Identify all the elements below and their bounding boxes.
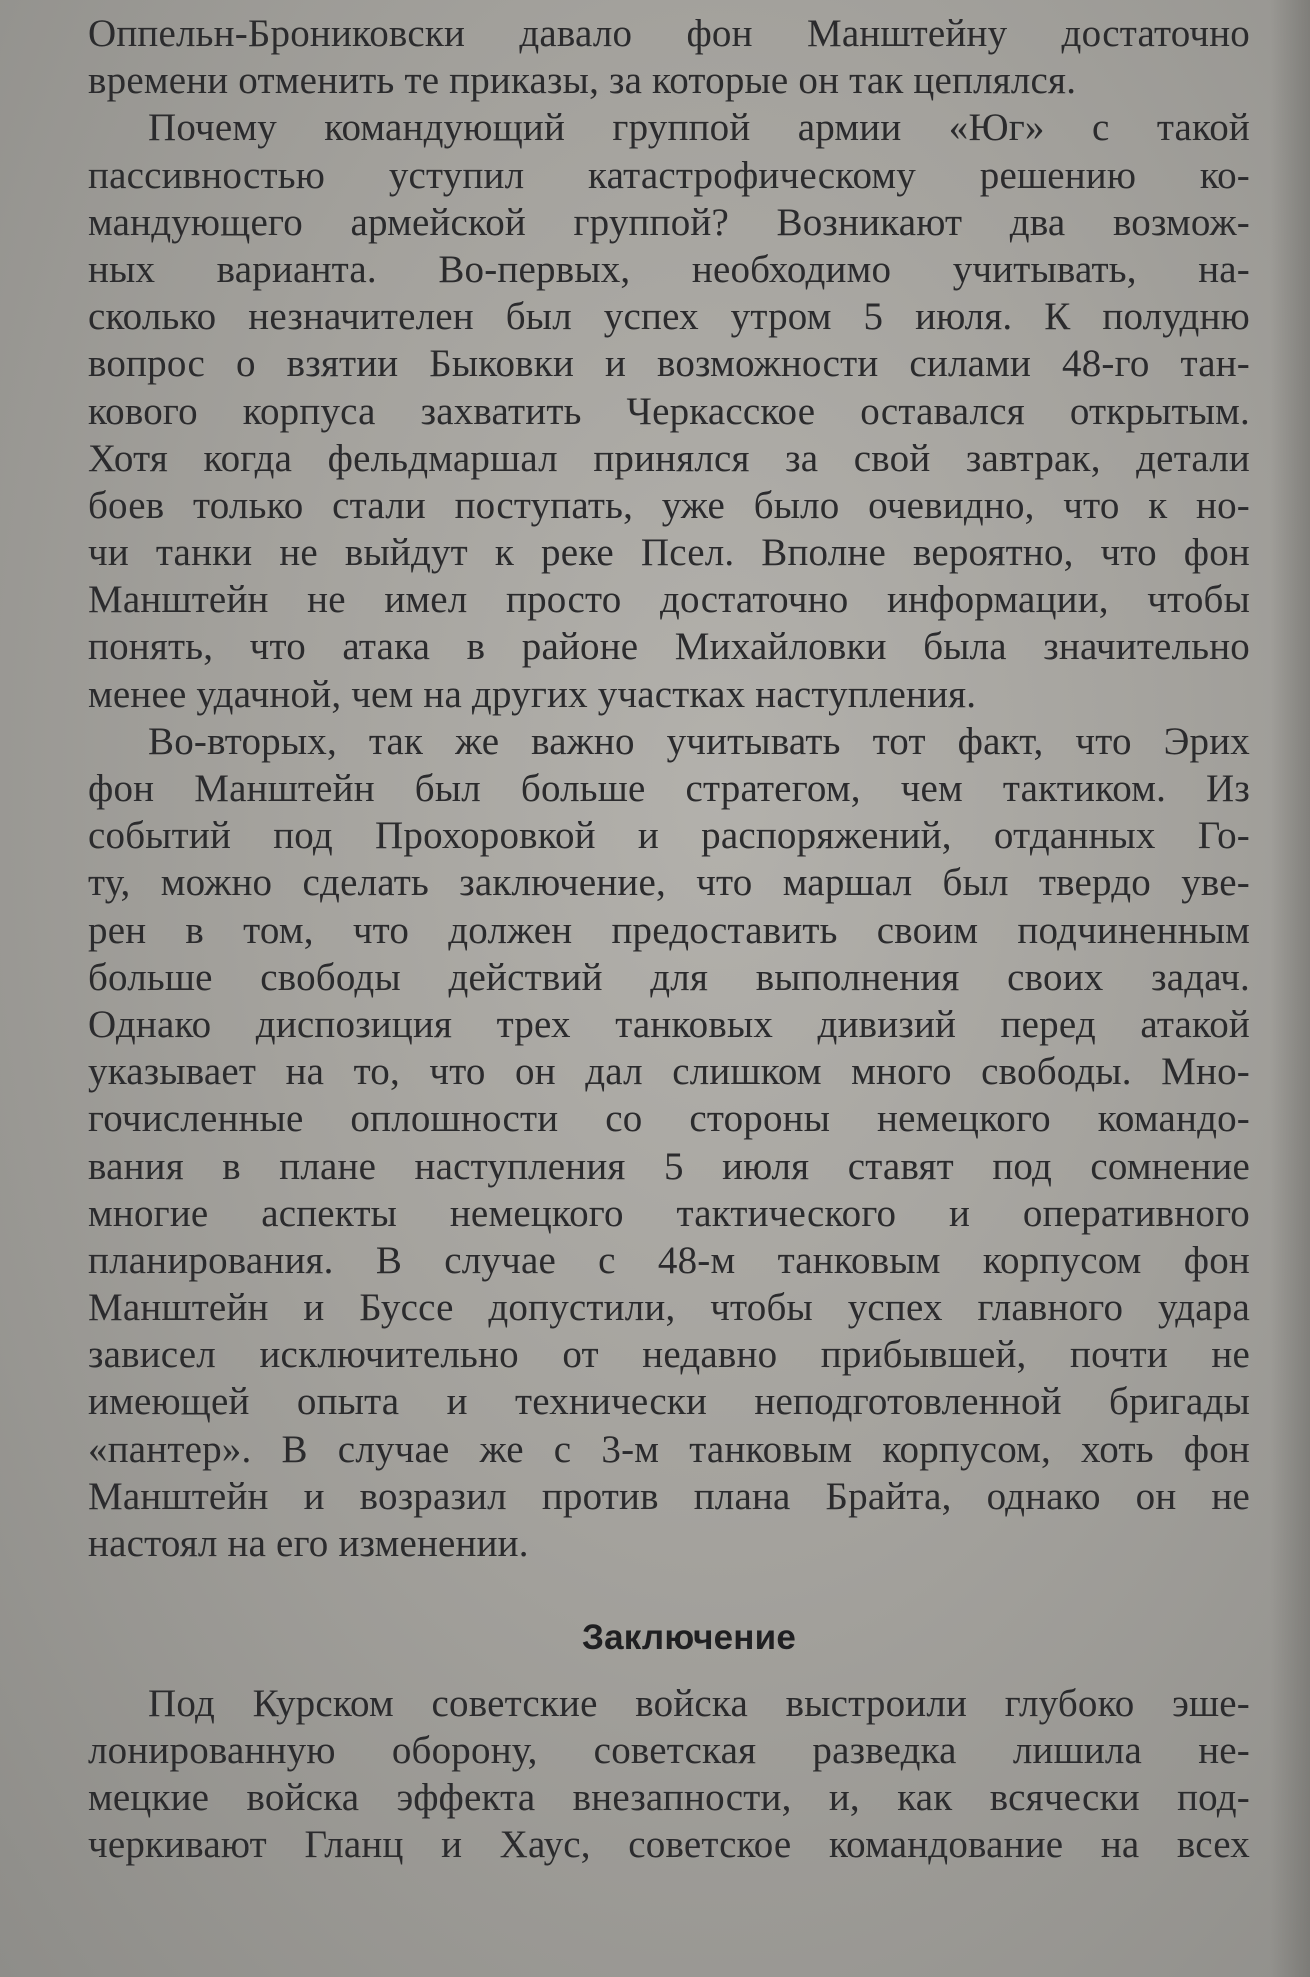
- text-line: Манштейн и Буссе допустили, чтобы успех главного удара: [88, 1286, 1250, 1330]
- page-text: [88, 10, 1250, 1868]
- text-line: боев только стали поступать, уже было очевидно, что к но-: [88, 483, 1250, 527]
- text-line: вания в плане наступления 5 июля ставят под сомнение: [88, 1144, 1250, 1188]
- text-line: настоял на его изменении.: [88, 1522, 529, 1565]
- text-line: чи танки не выйдут к реке Псел. Вполне вероятно, что фон: [88, 531, 1250, 575]
- text-line: Манштейн и возразил против плана Брайта, однако он не: [88, 1474, 1250, 1518]
- text-line: ту, можно сделать заключение, что маршал был твердо уве-: [88, 861, 1250, 905]
- text-line: Почему командующий группой армии «Юг» с такой: [148, 106, 1250, 150]
- text-line: гочисленные оплошности со стороны немецкого командо-: [88, 1097, 1250, 1141]
- text-line: фон Манштейн был больше стратегом, чем тактиком. Из: [88, 767, 1250, 810]
- text-line: Под Курском советские войска выстроили глубоко эше-: [148, 1681, 1250, 1725]
- text-line: Манштейн не имел просто достаточно информации, чтобы: [88, 578, 1250, 622]
- text-line: Оппельн-Брониковски давало фон Манштейну достаточно: [88, 12, 1250, 55]
- text-line: лонированную оборону, советская разведка лишила не-: [88, 1728, 1250, 1772]
- text-line: времени отменить те приказы, за которые он так цеплялся.: [88, 59, 1077, 103]
- text-line: мандующего армейской группой? Возникают два возмож-: [88, 200, 1250, 244]
- text-line: кового корпуса захватить Черкасское оставался открытым.: [88, 389, 1250, 433]
- text-line: «пантер». В случае же с 3-м танковым корпусом, хоть фон: [88, 1427, 1250, 1471]
- text-line: многие аспекты немецкого тактического и оперативного: [88, 1191, 1250, 1235]
- text-line: менее удачной, чем на других участках наступления.: [88, 672, 977, 716]
- text-line: Во-вторых, так же важно учитывать тот факт, что Эрих: [148, 719, 1250, 763]
- text-line: ных варианта. Во-первых, необходимо учитывать, на-: [88, 247, 1250, 291]
- text-line: зависел исключительно от недавно прибывшей, почти не: [88, 1333, 1250, 1377]
- text-line: больше свободы действий для выполнения своих задач.: [88, 955, 1250, 999]
- text-line: мецкие войска эффекта внезапности, и, как всячески под-: [88, 1775, 1250, 1819]
- text-line: сколько незначителен был успех утром 5 июля. К полудню: [88, 295, 1250, 339]
- text-line: вопрос о взятии Быковки и возможности силами 48-го тан-: [88, 342, 1250, 386]
- text-line: черкивают Гланц и Хаус, советское командование на всех: [88, 1823, 1250, 1867]
- blank-space: [88, 1662, 1250, 1680]
- text-line: указывает на то, что он дал слишком много свободы. Мно-: [88, 1050, 1250, 1094]
- section-heading: Заключение: [581, 1618, 797, 1658]
- text-line: понять, что атака в районе Михайловки была значительно: [88, 625, 1250, 669]
- text-line: событий под Прохоровкой и распоряжений, отданных Го-: [88, 814, 1250, 858]
- text-line: имеющей опыта и технически неподготовленной бригады: [88, 1380, 1250, 1424]
- text-line: пассивностью уступил катастрофическому решению ко-: [88, 153, 1250, 197]
- text-line: Хотя когда фельдмаршал принялся за свой завтрак, детали: [88, 436, 1250, 480]
- blank-space: [88, 1567, 1250, 1614]
- text-line: планирования. В случае с 48-м танковым корпусом фон: [88, 1238, 1250, 1282]
- text-line: Однако диспозиция трех танковых дивизий перед атакой: [88, 1002, 1250, 1046]
- text-line: рен в том, что должен предоставить своим подчиненным: [88, 908, 1250, 952]
